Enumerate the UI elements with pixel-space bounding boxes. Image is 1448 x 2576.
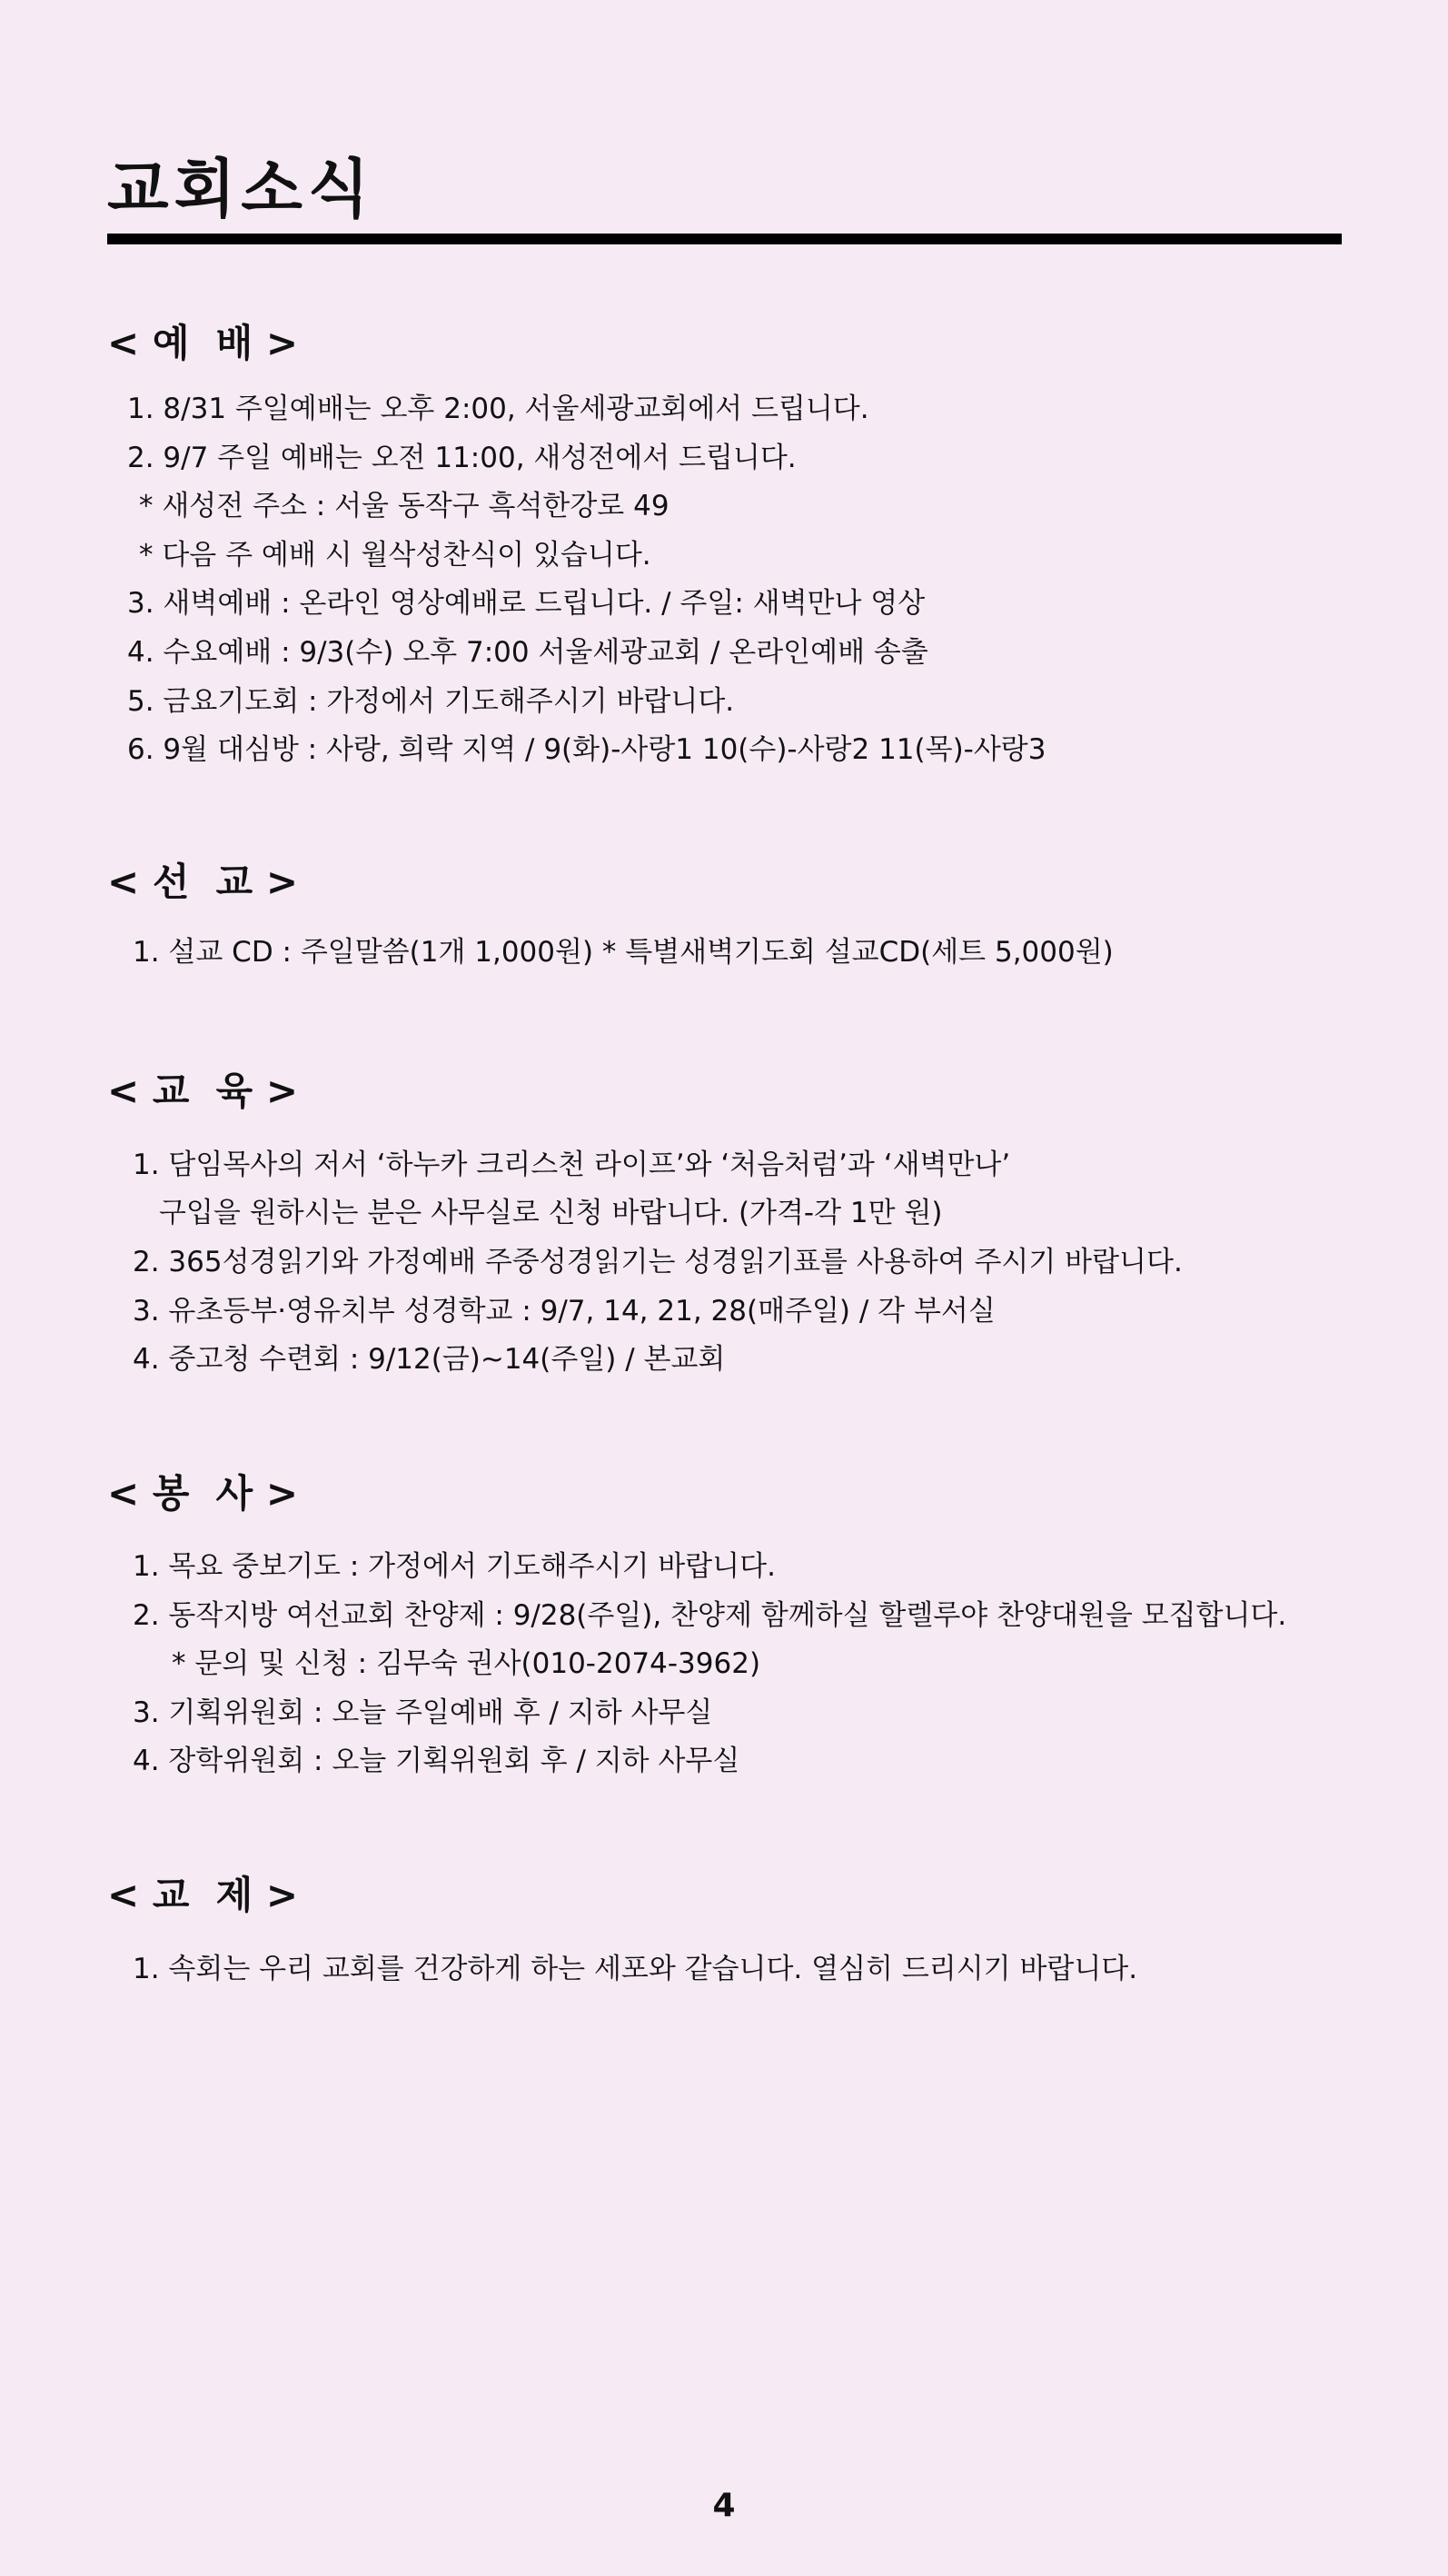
section-heading-fellowship: < 교 제 >: [107, 1873, 299, 1917]
page-number: 4: [712, 2487, 736, 2524]
worship-item-4: 4. 수요예배 : 9/3(수) 오후 7:00 서울세광교회 / 온라인예배 송출: [127, 636, 928, 669]
education-item-1-cont: 구입을 원하시는 분은 사무실로 신청 바랍니다. (가격-각 1만 원): [159, 1197, 943, 1229]
education-item-4: 4. 중고청 수련회 : 9/12(금)~14(주일) / 본교회: [133, 1343, 726, 1376]
section-heading-worship: < 예 배 >: [107, 321, 299, 365]
page-title: 교회소식: [107, 152, 375, 226]
fellowship-item-1: 1. 속회는 우리 교회를 건강하게 하는 세포와 같습니다. 열심히 드리시기 바랍니다.: [133, 1953, 1138, 1985]
service-item-1: 1. 목요 중보기도 : 가정에서 기도해주시기 바랍니다.: [133, 1550, 776, 1583]
worship-item-6: 6. 9월 대심방 : 사랑, 희락 지역 / 9(화)-사랑1 10(수)-사랑2 11(목)-사랑3: [127, 733, 1046, 766]
education-item-1: 1. 담임목사의 저서 ‘하누카 크리스천 라이프’와 ‘처음처럼’과 ‘새벽만나’: [133, 1149, 1011, 1181]
service-item-3: 3. 기획위원회 : 오늘 주일예배 후 / 지하 사무실: [133, 1696, 713, 1729]
section-heading-mission: < 선 교 >: [107, 860, 299, 904]
section-heading-service: < 봉 사 >: [107, 1471, 299, 1516]
section-heading-education: < 교 육 >: [107, 1069, 299, 1113]
service-item-4: 4. 장학위원회 : 오늘 기획위원회 후 / 지하 사무실: [133, 1745, 740, 1777]
worship-note-address: * 새성전 주소 : 서울 동작구 흑석한강로 49: [139, 490, 669, 522]
worship-item-5: 5. 금요기도회 : 가정에서 기도해주시기 바랍니다.: [127, 685, 735, 718]
worship-item-1: 1. 8/31 주일예배는 오후 2:00, 서울세광교회에서 드립니다.: [127, 393, 869, 425]
education-item-3: 3. 유초등부·영유치부 성경학교 : 9/7, 14, 21, 28(매주일) / 각 부서실: [133, 1295, 996, 1328]
title-divider: [107, 234, 1342, 244]
service-item-2: 2. 동작지방 여선교회 찬양제 : 9/28(주일), 찬양제 함께하실 할렐루야 찬양대원을 모집합니다.: [133, 1599, 1287, 1632]
mission-item-1: 1. 설교 CD : 주일말씀(1개 1,000원) * 특별새벽기도회 설교CD(세트 5,000원): [133, 936, 1114, 969]
service-note-contact: * 문의 및 신청 : 김무숙 권사(010-2074-3962): [172, 1647, 761, 1680]
worship-item-2: 2. 9/7 주일 예배는 오전 11:00, 새성전에서 드립니다.: [127, 442, 797, 474]
worship-note-communion: * 다음 주 예배 시 월삭성찬식이 있습니다.: [139, 539, 651, 572]
worship-item-3: 3. 새벽예배 : 온라인 영상예배로 드립니다. / 주일: 새벽만나 영상: [127, 587, 926, 620]
education-item-2: 2. 365성경읽기와 가정예배 주중성경읽기는 성경읽기표를 사용하여 주시기 바랍니다.: [133, 1246, 1183, 1278]
